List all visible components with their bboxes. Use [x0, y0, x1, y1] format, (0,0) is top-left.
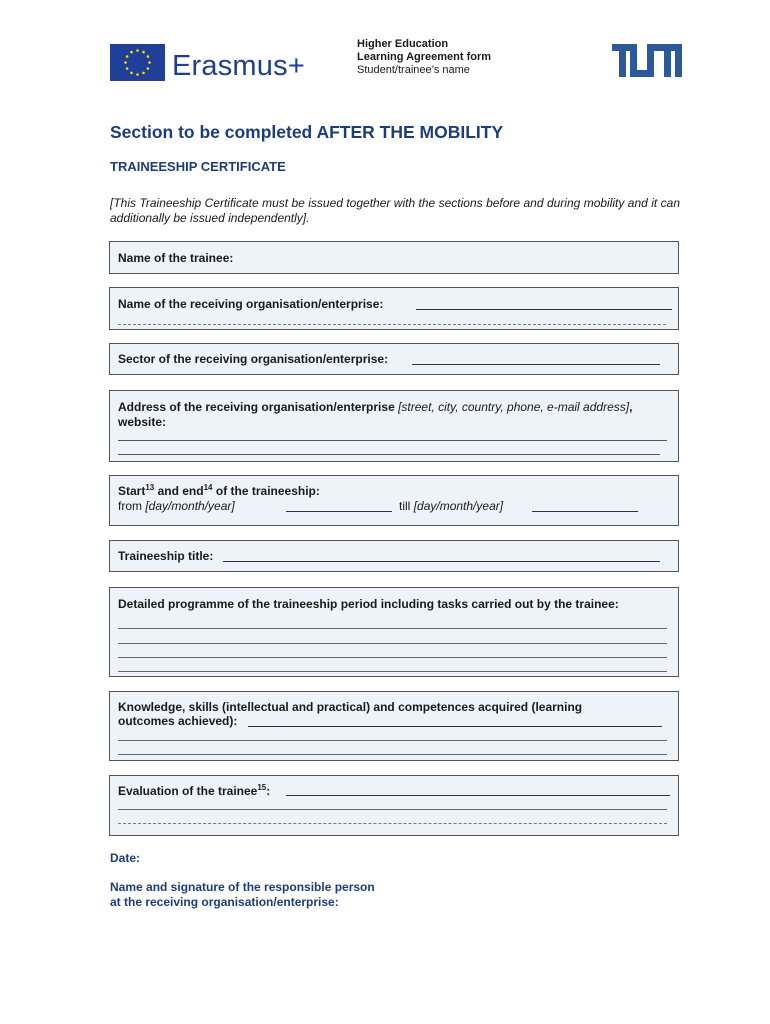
traineeship-title-label: Traineeship title: [118, 549, 214, 563]
address-field[interactable] [109, 390, 679, 462]
eu-flag-logo [110, 44, 165, 81]
receiving-organisation-label: Name of the receiving organisation/enterprise: [118, 297, 384, 311]
traineeship-title-field[interactable] [109, 540, 679, 572]
programme-line-1 [118, 628, 667, 629]
header-line-2: Learning Agreement form [357, 51, 492, 63]
evaluation-text: Evaluation of the trainee [118, 784, 258, 798]
footnote-15: 15 [257, 783, 267, 792]
receiving-organisation-field[interactable] [109, 287, 679, 330]
programme-line-4 [118, 671, 667, 672]
traineeship-dates-field[interactable] [109, 475, 679, 526]
document-header [357, 38, 491, 77]
till-date-line[interactable] [532, 511, 638, 512]
learning-outcomes-label-2: outcomes achieved): [118, 714, 238, 728]
website-label: website: [118, 414, 167, 429]
signature-block [110, 880, 375, 909]
address-hint: [street, city, country, phone, e-mail address] [398, 400, 630, 414]
dates-label [118, 484, 320, 499]
evaluation-line-2 [118, 809, 667, 810]
header-line-1: Higher Education [357, 38, 449, 50]
signature-label-1: Name and signature of the responsible person [110, 880, 375, 894]
trainee-name-label: Name of the trainee: [118, 251, 234, 265]
receiving-organisation-line-2 [118, 324, 666, 325]
from-date-line[interactable] [286, 511, 392, 512]
till-word: till [399, 499, 411, 513]
tum-logo [612, 44, 682, 77]
sector-line [412, 364, 660, 365]
programme-line-3 [118, 657, 667, 658]
start-label: Start [118, 484, 146, 498]
evaluation-label [118, 784, 270, 799]
evaluation-field[interactable] [109, 775, 679, 836]
evaluation-line-3 [118, 823, 667, 824]
footnote-13: 13 [145, 483, 155, 492]
and-end-label: and end [157, 484, 204, 498]
receiving-organisation-line [416, 309, 672, 310]
from-word: from [118, 499, 142, 513]
address-line-1 [118, 440, 667, 441]
header-line-3: Student/trainee’s name [357, 64, 470, 76]
programme-line-2 [118, 643, 667, 644]
instruction-note: [This Traineeship Certificate must be issued together with the sections before and during mobility and it can additionally be issued independently]. [110, 196, 680, 225]
learning-outcomes-line-1 [248, 726, 662, 727]
of-traineeship-label: of the traineeship: [215, 484, 320, 498]
certificate-subtitle: TRAINEESHIP CERTIFICATE [110, 159, 286, 174]
trainee-name-field[interactable] [109, 241, 679, 274]
address-line-2 [118, 454, 660, 455]
section-title: Section to be completed AFTER THE MOBILITY [110, 122, 504, 142]
sector-label: Sector of the receiving organisation/enterprise: [118, 352, 389, 366]
learning-outcomes-line-2 [118, 740, 667, 741]
signature-label-2: at the receiving organisation/enterprise: [110, 894, 339, 909]
address-label-row [118, 400, 670, 429]
learning-outcomes-label-1: Knowledge, skills (intellectual and practical) and competences acquired (learning [118, 700, 583, 714]
from-hint: [day/month/year] [145, 499, 235, 513]
date-label: Date: [110, 851, 141, 865]
evaluation-line-1 [286, 795, 670, 796]
sector-field[interactable] [109, 343, 679, 375]
erasmus-plus-wordmark: Erasmus+ [172, 50, 305, 82]
traineeship-title-line [223, 561, 660, 562]
from-label [118, 499, 235, 514]
evaluation-colon: : [266, 784, 271, 798]
programme-field[interactable] [109, 587, 679, 677]
address-label: Address of the receiving organisation/enterprise [118, 400, 395, 414]
address-comma: , [629, 400, 633, 414]
learning-outcomes-line-3 [118, 754, 667, 755]
footnote-14: 14 [203, 483, 213, 492]
till-label [399, 499, 503, 514]
till-hint: [day/month/year] [413, 499, 504, 513]
programme-label: Detailed programme of the traineeship period including tasks carried out by the trainee: [118, 597, 619, 611]
learning-outcomes-field[interactable] [109, 691, 679, 761]
